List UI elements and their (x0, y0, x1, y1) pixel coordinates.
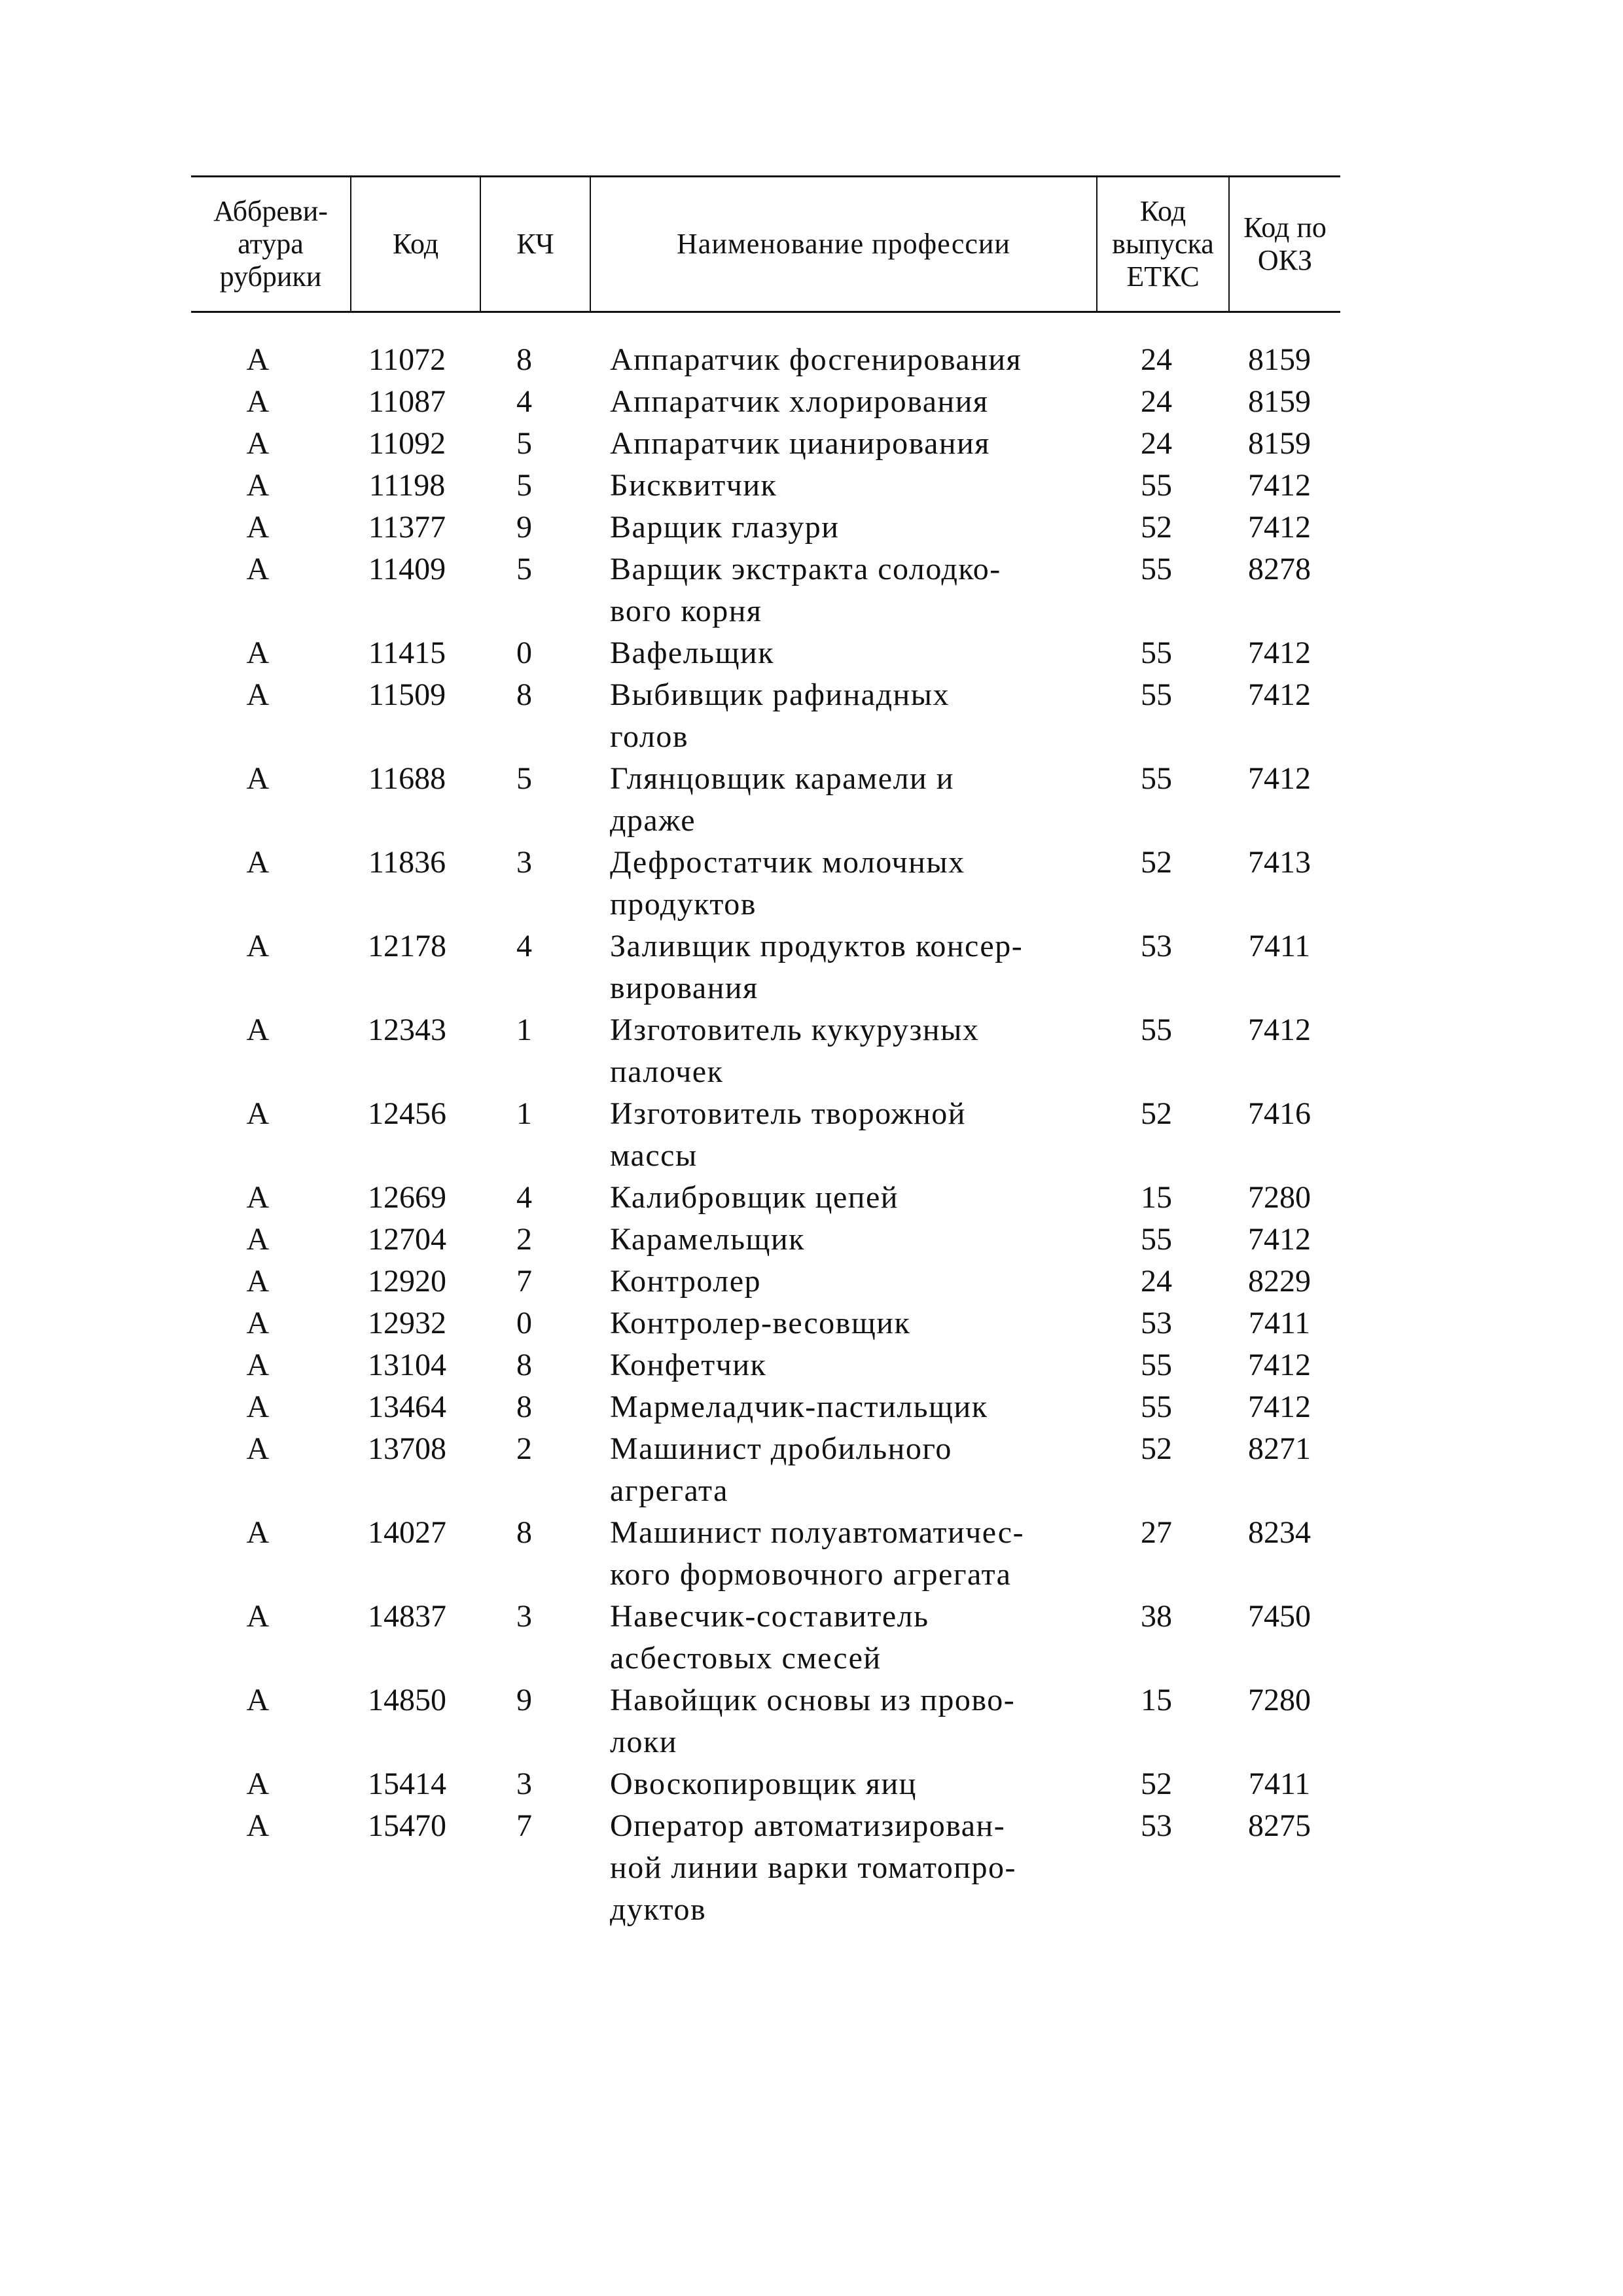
professions-table (191, 175, 1340, 1931)
cell-abbreviation: А (246, 761, 270, 796)
cell-code: 11377 (368, 510, 446, 545)
table-row (191, 1261, 1340, 1302)
cell-kch: 3 (516, 1599, 532, 1634)
cell-code: 15414 (368, 1767, 446, 1801)
table-row (191, 507, 1340, 548)
cell-okz-code: 8271 (1248, 1431, 1311, 1466)
cell-okz-code: 7412 (1248, 761, 1311, 796)
profession-name-line: Заливщик продуктов консер- (610, 929, 1024, 963)
cell-abbreviation: А (246, 1013, 270, 1047)
table-row (191, 674, 1340, 758)
cell-abbreviation: А (246, 1599, 270, 1634)
cell-abbreviation: А (246, 1390, 270, 1424)
profession-name-line: драже (610, 803, 696, 838)
cell-okz-code: 7412 (1248, 1222, 1311, 1257)
profession-name-line: Калибровщик цепей (610, 1180, 899, 1215)
cell-etks-code: 15 (1141, 1180, 1172, 1215)
cell-etks-code: 15 (1141, 1683, 1172, 1717)
cell-profession-name (590, 1512, 1097, 1596)
cell-etks-code: 24 (1141, 384, 1172, 419)
cell-okz-code: 8159 (1248, 384, 1311, 419)
cell-kch: 8 (516, 1515, 532, 1550)
cell-abbreviation: А (246, 1767, 270, 1801)
cell-code: 14837 (368, 1599, 446, 1634)
header-abbreviation: Аббреви- атура рубрики (191, 177, 351, 312)
profession-name-line: Контролер (610, 1264, 761, 1299)
cell-etks-code: 52 (1141, 1431, 1172, 1466)
cell-code: 11836 (368, 845, 446, 880)
cell-profession-name (590, 1386, 1097, 1428)
table-row (191, 1302, 1340, 1344)
profession-name-line: Машинист полуавтоматичес- (610, 1515, 1025, 1550)
cell-okz-code: 8159 (1248, 342, 1311, 377)
cell-abbreviation: А (246, 1348, 270, 1382)
profession-name-line: дуктов (610, 1892, 707, 1927)
table-row (191, 381, 1340, 423)
table-row (191, 423, 1340, 465)
cell-okz-code: 7413 (1248, 845, 1311, 880)
cell-code: 13464 (368, 1390, 446, 1424)
cell-code: 12669 (368, 1180, 446, 1215)
cell-abbreviation: А (246, 1180, 270, 1215)
table-row (191, 1512, 1340, 1596)
cell-kch: 4 (516, 929, 532, 963)
cell-abbreviation: А (246, 1808, 270, 1843)
cell-code: 12456 (368, 1096, 446, 1131)
table-row (191, 1386, 1340, 1428)
profession-name-line: Бисквитчик (610, 468, 777, 503)
cell-abbreviation: А (246, 636, 270, 670)
cell-okz-code: 7412 (1248, 1390, 1311, 1424)
cell-etks-code: 55 (1141, 468, 1172, 503)
cell-abbreviation: А (246, 510, 270, 545)
cell-kch: 1 (516, 1096, 532, 1131)
cell-okz-code: 8278 (1248, 552, 1311, 586)
cell-kch: 4 (516, 1180, 532, 1215)
table-row (191, 1805, 1340, 1931)
cell-etks-code: 53 (1141, 1306, 1172, 1340)
cell-code: 13708 (368, 1431, 446, 1466)
profession-name-line: Изготовитель кукурузных (610, 1013, 980, 1047)
profession-name-line: вирования (610, 971, 758, 1005)
cell-profession-name (590, 1805, 1097, 1931)
cell-abbreviation: А (246, 1683, 270, 1717)
table-row (191, 1428, 1340, 1512)
header-profession-name: Наименование профессии (590, 177, 1097, 312)
cell-okz-code: 7412 (1248, 1348, 1311, 1382)
cell-abbreviation: А (246, 384, 270, 419)
cell-abbreviation: А (246, 552, 270, 586)
table-row (191, 1679, 1340, 1763)
cell-kch: 0 (516, 636, 532, 670)
cell-abbreviation: А (246, 1264, 270, 1299)
cell-etks-code: 55 (1141, 1348, 1172, 1382)
cell-profession-name (590, 1093, 1097, 1177)
cell-kch: 2 (516, 1222, 532, 1257)
cell-etks-code: 24 (1141, 1264, 1172, 1299)
cell-kch: 7 (516, 1808, 532, 1843)
table-row (191, 465, 1340, 507)
cell-profession-name (590, 507, 1097, 548)
cell-kch: 1 (516, 1013, 532, 1047)
profession-name-line: голов (610, 719, 688, 754)
cell-okz-code: 7412 (1248, 677, 1311, 712)
cell-etks-code: 52 (1141, 1767, 1172, 1801)
table-row (191, 339, 1340, 381)
cell-okz-code: 7411 (1248, 929, 1311, 963)
cell-etks-code: 52 (1141, 845, 1172, 880)
profession-name-line: Варщик экстракта солодко- (610, 552, 1001, 586)
profession-name-line: Изготовитель творожной (610, 1096, 966, 1131)
table-row (191, 1177, 1340, 1219)
cell-okz-code: 7280 (1248, 1180, 1311, 1215)
cell-etks-code: 55 (1141, 761, 1172, 796)
table-row (191, 632, 1340, 674)
table-row (191, 1763, 1340, 1805)
profession-name-line: палочек (610, 1054, 724, 1089)
cell-code: 12920 (368, 1264, 446, 1299)
profession-name-line: Машинист дробильного (610, 1431, 952, 1466)
cell-okz-code: 7412 (1248, 1013, 1311, 1047)
cell-kch: 0 (516, 1306, 532, 1340)
cell-code: 12178 (368, 929, 446, 963)
cell-profession-name (590, 1177, 1097, 1219)
cell-profession-name (590, 1344, 1097, 1386)
cell-code: 11092 (368, 426, 446, 461)
cell-etks-code: 53 (1141, 1808, 1172, 1843)
cell-profession-name (590, 423, 1097, 465)
profession-name-line: Дефростатчик молочных (610, 845, 965, 880)
cell-abbreviation: А (246, 929, 270, 963)
profession-name-line: Навесчик-составитель (610, 1599, 929, 1634)
cell-kch: 3 (516, 1767, 532, 1801)
cell-etks-code: 55 (1141, 1390, 1172, 1424)
cell-profession-name (590, 758, 1097, 842)
cell-abbreviation: А (246, 1431, 270, 1466)
profession-name-line: массы (610, 1138, 698, 1173)
cell-profession-name (590, 1763, 1097, 1805)
profession-name-line: агрегата (610, 1473, 728, 1508)
cell-etks-code: 55 (1141, 636, 1172, 670)
cell-okz-code: 7412 (1248, 510, 1311, 545)
cell-profession-name (590, 842, 1097, 925)
profession-name-line: Варщик глазури (610, 510, 840, 545)
cell-profession-name (590, 632, 1097, 674)
table-row (191, 758, 1340, 842)
cell-etks-code: 55 (1141, 552, 1172, 586)
cell-etks-code: 53 (1141, 929, 1172, 963)
cell-code: 11198 (368, 468, 446, 503)
cell-etks-code: 52 (1141, 1096, 1172, 1131)
cell-profession-name (590, 1302, 1097, 1344)
cell-kch: 8 (516, 342, 532, 377)
profession-name-line: Глянцовщик карамели и (610, 761, 954, 796)
cell-okz-code: 8234 (1248, 1515, 1311, 1550)
cell-etks-code: 24 (1141, 342, 1172, 377)
cell-abbreviation: А (246, 845, 270, 880)
cell-okz-code: 7280 (1248, 1683, 1311, 1717)
table-row (191, 548, 1340, 632)
profession-name-line: кого формовочного агрегата (610, 1557, 1012, 1592)
cell-okz-code: 8229 (1248, 1264, 1311, 1299)
cell-abbreviation: А (246, 426, 270, 461)
cell-etks-code: 52 (1141, 510, 1172, 545)
profession-name-line: Мармеладчик-пастильщик (610, 1390, 988, 1424)
table-row (191, 1219, 1340, 1261)
cell-etks-code: 24 (1141, 426, 1172, 461)
table-row (191, 1344, 1340, 1386)
cell-abbreviation: А (246, 1306, 270, 1340)
table-row (191, 1093, 1340, 1177)
table-body (191, 312, 1340, 1931)
header-spacer (191, 312, 1340, 340)
cell-code: 14027 (368, 1515, 446, 1550)
header-code: Код (351, 177, 480, 312)
header-kch: КЧ (480, 177, 590, 312)
cell-abbreviation: А (246, 1515, 270, 1550)
cell-etks-code: 27 (1141, 1515, 1172, 1550)
profession-name-line: Карамельщик (610, 1222, 805, 1257)
cell-okz-code: 7412 (1248, 468, 1311, 503)
cell-code: 11688 (368, 761, 446, 796)
cell-profession-name (590, 674, 1097, 758)
profession-name-line: Выбивщик рафинадных (610, 677, 950, 712)
table-header-row (191, 177, 1340, 312)
cell-abbreviation: А (246, 677, 270, 712)
cell-code: 11087 (368, 384, 446, 419)
header-etks-code: Код выпуска ЕТКС (1097, 177, 1229, 312)
cell-kch: 5 (516, 468, 532, 503)
cell-abbreviation: А (246, 1222, 270, 1257)
cell-code: 13104 (368, 1348, 446, 1382)
cell-abbreviation: А (246, 342, 270, 377)
cell-kch: 8 (516, 1390, 532, 1424)
cell-kch: 9 (516, 510, 532, 545)
cell-kch: 5 (516, 426, 532, 461)
cell-okz-code: 7450 (1248, 1599, 1311, 1634)
cell-okz-code: 8275 (1248, 1808, 1311, 1843)
profession-name-line: вого корня (610, 594, 762, 628)
profession-name-line: ной линии варки томатопро- (610, 1850, 1016, 1885)
table-row (191, 1009, 1340, 1093)
cell-okz-code: 7411 (1248, 1767, 1311, 1801)
profession-name-line: Навойщик основы из прово- (610, 1683, 1016, 1717)
profession-name-line: продуктов (610, 887, 757, 922)
cell-kch: 3 (516, 845, 532, 880)
profession-name-line: Контролер-весовщик (610, 1306, 911, 1340)
cell-etks-code: 55 (1141, 1222, 1172, 1257)
profession-name-line: асбестовых смесей (610, 1641, 882, 1676)
cell-kch: 5 (516, 552, 532, 586)
cell-profession-name (590, 548, 1097, 632)
cell-kch: 4 (516, 384, 532, 419)
profession-name-line: Вафельщик (610, 636, 775, 670)
cell-code: 11409 (368, 552, 446, 586)
cell-kch: 8 (516, 1348, 532, 1382)
cell-kch: 7 (516, 1264, 532, 1299)
cell-code: 11415 (368, 636, 446, 670)
cell-profession-name (590, 1009, 1097, 1093)
cell-profession-name (590, 925, 1097, 1009)
cell-abbreviation: А (246, 1096, 270, 1131)
cell-abbreviation: А (246, 468, 270, 503)
cell-profession-name (590, 1596, 1097, 1679)
cell-etks-code: 38 (1141, 1599, 1172, 1634)
cell-code: 12704 (368, 1222, 446, 1257)
table-row (191, 1596, 1340, 1679)
cell-okz-code: 7411 (1248, 1306, 1311, 1340)
cell-code: 12343 (368, 1013, 446, 1047)
cell-profession-name (590, 381, 1097, 423)
profession-name-line: Аппаратчик цианирования (610, 426, 990, 461)
cell-okz-code: 7416 (1248, 1096, 1311, 1131)
cell-code: 12932 (368, 1306, 446, 1340)
cell-profession-name (590, 1219, 1097, 1261)
cell-profession-name (590, 465, 1097, 507)
header-okz-code: Код по ОКЗ (1229, 177, 1340, 312)
cell-code: 11072 (368, 342, 446, 377)
cell-kch: 9 (516, 1683, 532, 1717)
cell-code: 11509 (368, 677, 446, 712)
profession-name-line: Оператор автоматизирован- (610, 1808, 1006, 1843)
profession-name-line: Аппаратчик фосгенирования (610, 342, 1022, 377)
profession-name-line: локи (610, 1725, 677, 1759)
cell-kch: 5 (516, 761, 532, 796)
cell-okz-code: 7412 (1248, 636, 1311, 670)
profession-name-line: Овоскопировщик яиц (610, 1767, 917, 1801)
table-row (191, 842, 1340, 925)
cell-kch: 8 (516, 677, 532, 712)
cell-etks-code: 55 (1141, 1013, 1172, 1047)
cell-profession-name (590, 1261, 1097, 1302)
cell-etks-code: 55 (1141, 677, 1172, 712)
profession-name-line: Конфетчик (610, 1348, 767, 1382)
cell-profession-name (590, 339, 1097, 381)
cell-code: 15470 (368, 1808, 446, 1843)
profession-name-line: Аппаратчик хлорирования (610, 384, 989, 419)
cell-okz-code: 8159 (1248, 426, 1311, 461)
cell-code: 14850 (368, 1683, 446, 1717)
cell-kch: 2 (516, 1431, 532, 1466)
cell-profession-name (590, 1428, 1097, 1512)
table-row (191, 925, 1340, 1009)
cell-profession-name (590, 1679, 1097, 1763)
